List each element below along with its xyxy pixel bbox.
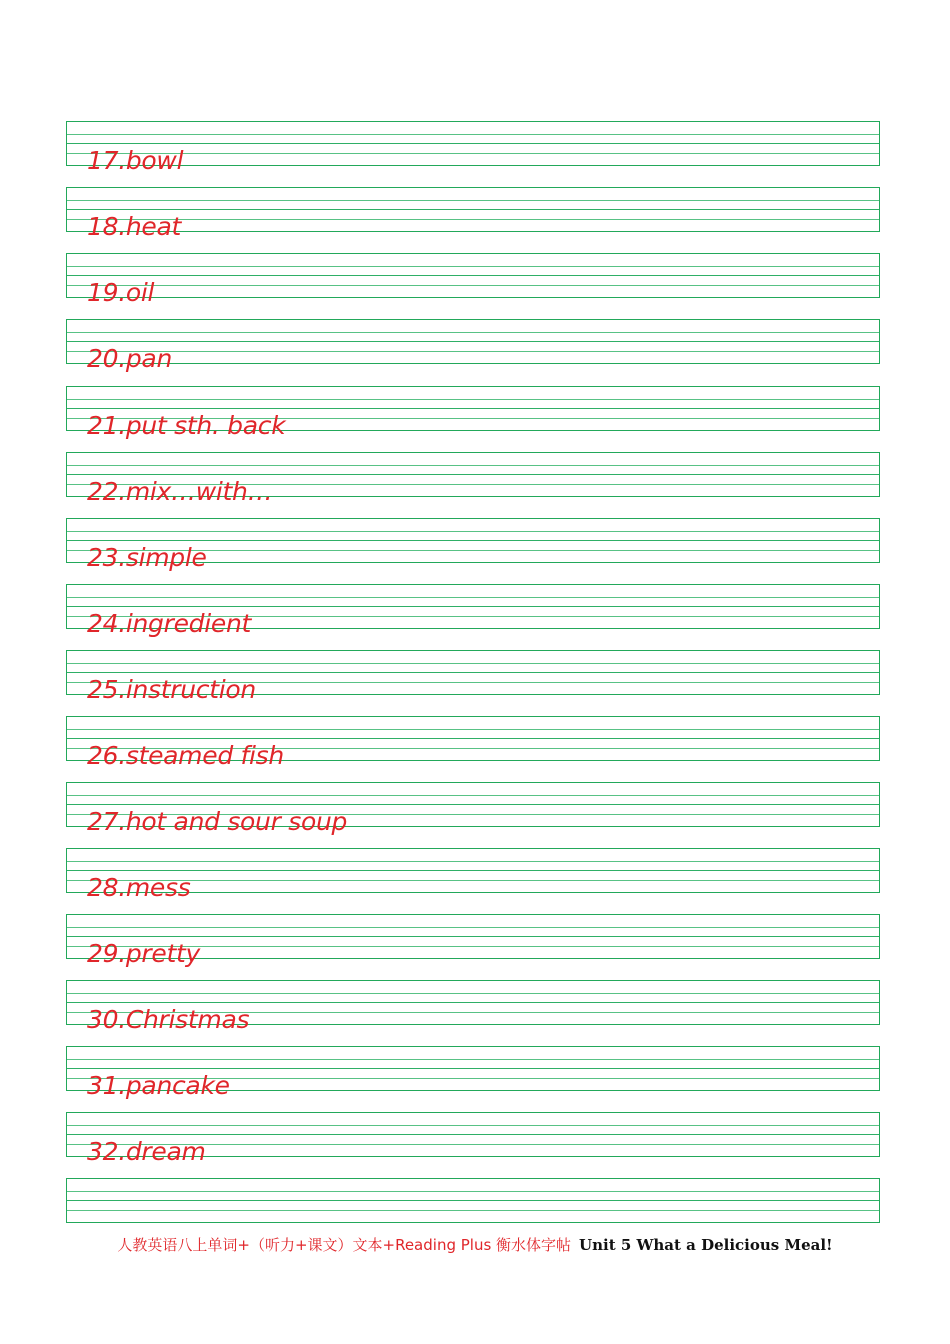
writing-row	[66, 848, 880, 902]
vocab-word: 22.mix…with…	[87, 477, 273, 506]
vocab-word: 21.put sth. back	[87, 411, 286, 440]
vocab-word: 20.pan	[87, 344, 172, 373]
writing-row	[66, 980, 880, 1034]
four-line-band	[66, 253, 880, 298]
vocab-word: 26.steamed fish	[87, 741, 284, 770]
writing-row	[66, 452, 880, 506]
writing-row	[66, 1046, 880, 1100]
vocab-word: 17.bowl	[87, 146, 184, 175]
writing-row	[66, 782, 880, 836]
four-line-band	[66, 121, 880, 166]
vocab-word: 31.pancake	[87, 1071, 230, 1100]
writing-row	[66, 121, 880, 175]
vocab-word: 29.pretty	[87, 939, 200, 968]
vocab-word: 24.ingredient	[87, 609, 252, 638]
vocab-word: 19.oil	[87, 278, 155, 307]
vocab-word: 27.hot and sour soup	[87, 807, 348, 836]
four-line-band	[66, 187, 880, 232]
writing-row	[66, 716, 880, 770]
four-line-band	[66, 1178, 880, 1223]
page-footer	[0, 1235, 950, 1255]
writing-row	[66, 518, 880, 572]
writing-row	[66, 187, 880, 241]
writing-row	[66, 253, 880, 307]
writing-row-blank	[66, 1178, 880, 1223]
vocab-word: 25.instruction	[87, 675, 256, 704]
writing-row	[66, 914, 880, 968]
vocab-word: 32.dream	[87, 1137, 206, 1166]
writing-row	[66, 1112, 880, 1166]
footer-series-title: 人教英语八上单词+（听力+课文）文本+Reading Plus 衡水体字帖	[117, 1236, 572, 1254]
four-line-band	[66, 319, 880, 364]
writing-row	[66, 650, 880, 704]
vocab-word: 28.mess	[87, 873, 191, 902]
vocab-word: 23.simple	[87, 543, 207, 572]
vocab-word: 30.Christmas	[87, 1005, 250, 1034]
vocab-word: 18.heat	[87, 212, 182, 241]
writing-row	[66, 319, 880, 373]
writing-row	[66, 386, 880, 440]
writing-row	[66, 584, 880, 638]
footer-unit-title: Unit 5 What a Delicious Meal!	[579, 1236, 833, 1254]
